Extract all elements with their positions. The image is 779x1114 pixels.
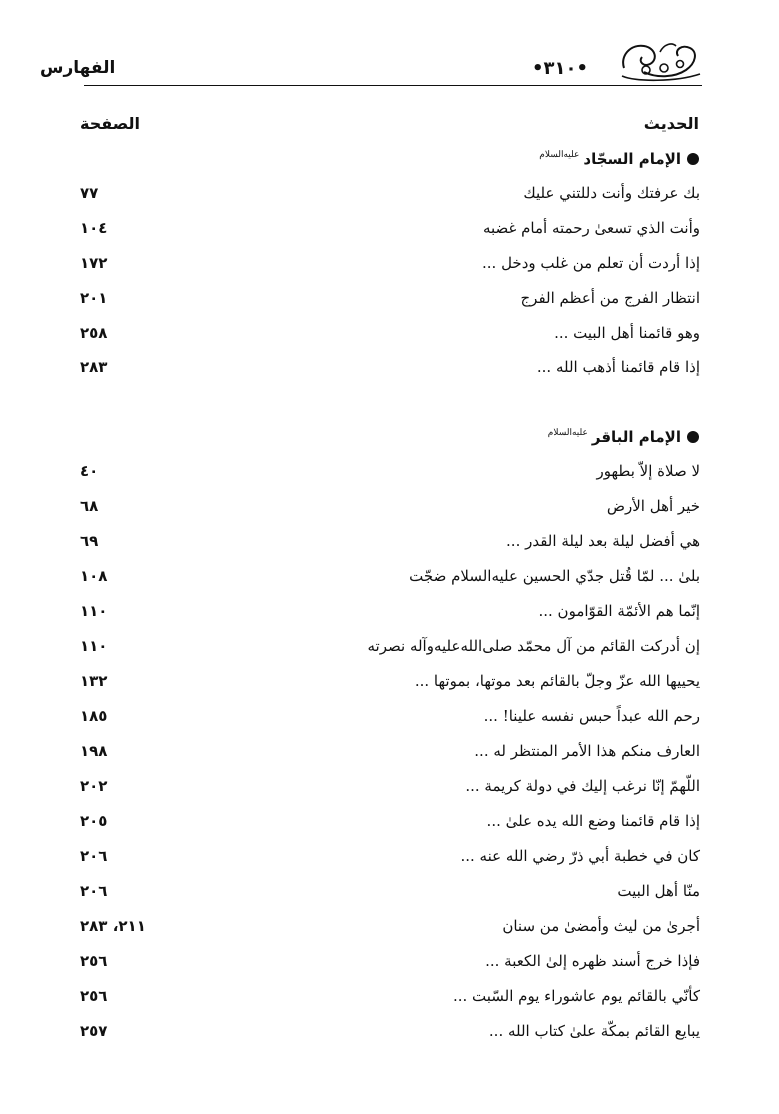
index-entry	[80, 213, 700, 243]
entry-page: ١٠٤	[80, 219, 108, 237]
entry-page: ٢١١، ٢٨٣	[80, 917, 146, 935]
honorific-mark: عليه‌السلام	[547, 428, 588, 438]
index-entry	[80, 248, 700, 278]
entry-text: إذا أردت أن تعلم من غلب ودخل ...	[482, 254, 700, 272]
entry-page: ٢٠٥	[80, 812, 108, 830]
section-heading: الإمام السجّاد$^{عليه‌السلام}$	[539, 144, 699, 174]
entry-page: ١٧٢	[80, 254, 108, 272]
entry-text: انتظار الفرج من أعظم الفرج	[520, 289, 700, 307]
entry-page: ٢٥٨	[80, 324, 108, 342]
index-entry	[80, 806, 700, 836]
column-header-hadith: الحديث	[643, 114, 699, 133]
entry-page: ٤٠	[80, 462, 99, 480]
entry-page: ٦٨	[80, 497, 99, 515]
index-entry	[80, 491, 700, 521]
index-entry	[80, 352, 700, 382]
entry-page: ٧٧	[80, 184, 99, 202]
index-entry	[80, 1016, 700, 1046]
entry-page: ٢٥٦	[80, 987, 108, 1005]
floral-ornament-icon	[616, 38, 704, 84]
entry-page: ٢٠٦	[80, 882, 108, 900]
section-heading: الإمام الباقر$^{عليه‌السلام}$	[548, 422, 699, 452]
entry-page: ٢٠١	[80, 289, 108, 307]
column-header-page: الصفحة	[80, 114, 141, 133]
entry-text: رحم الله عبداً حبس نفسه علينا! ...	[483, 707, 700, 725]
entry-page: ٢٨٣	[80, 358, 108, 376]
entry-page: ١٣٢	[80, 672, 108, 690]
index-entry	[80, 771, 700, 801]
entry-page: ٢٥٦	[80, 952, 108, 970]
entry-text: بلىٰ ... لمّا قُتل جدّي الحسين عليه‌السلام ضجّت	[409, 567, 700, 585]
entry-text: بك عرفتك وأنت دللتني عليك	[523, 184, 700, 202]
bullet-icon	[687, 153, 699, 165]
entry-text: يحييها الله عزّ وجلّ بالقائم بعد موتها، بموتها ...	[414, 672, 700, 690]
entry-text: العارف منكم هذا الأمر المنتظر له ...	[474, 742, 700, 760]
entry-text: يبايع القائم بمكّة علىٰ كتاب الله ...	[488, 1022, 700, 1040]
index-entry	[80, 631, 700, 661]
index-entry	[80, 946, 700, 976]
entry-page: ٦٩	[80, 532, 99, 550]
index-entry	[80, 596, 700, 626]
entry-text: اللّهمّ إنّا نرغب إليك في دولة كريمة ...	[465, 777, 700, 795]
entry-text: وأنت الذي تسعىٰ رحمته أمام غضبه	[482, 219, 700, 237]
entry-text: أجرىٰ من ليث وأمضىٰ من سنان	[502, 917, 700, 935]
entry-text: منّا أهل البيت	[617, 882, 700, 900]
index-entry	[80, 561, 700, 591]
entry-text: لا صلاة إلاّ بطهور	[596, 462, 700, 480]
index-entry	[80, 911, 700, 941]
honorific-mark: عليه‌السلام	[539, 150, 580, 160]
index-entry	[80, 456, 700, 486]
index-entry	[80, 841, 700, 871]
entry-page: ١٨٥	[80, 707, 108, 725]
entry-text: فإذا خرج أسند ظهره إلىٰ الكعبة ...	[485, 952, 700, 970]
entry-text: وهو قائمنا أهل البيت ...	[554, 324, 700, 342]
entry-text: إذا قام قائمنا وضع الله يده علىٰ ...	[486, 812, 700, 830]
index-entry	[80, 526, 700, 556]
bullet-icon	[687, 431, 699, 443]
running-title: الفهارس	[40, 58, 116, 78]
entry-page: ٢٠٢	[80, 777, 108, 795]
index-entry	[80, 318, 700, 348]
index-entry	[80, 178, 700, 208]
entry-text: هي أفضل ليلة بعد ليلة القدر ...	[506, 532, 700, 550]
entry-page: ١١٠	[80, 637, 108, 655]
entry-text: كأنّي بالقائم يوم عاشوراء يوم السّبت ...	[452, 987, 700, 1005]
index-entry	[80, 981, 700, 1011]
page-number: •٣١٠•	[532, 58, 588, 79]
entry-text: إنّما هم الأئمّة القوّامون ...	[538, 602, 700, 620]
entry-page: ١١٠	[80, 602, 108, 620]
entry-text: خير أهل الأرض	[606, 497, 700, 515]
index-entry	[80, 876, 700, 906]
entry-text: إن أدركت القائم من آل محمّد صلى‌الله‌عليه‌وآله نصرته	[367, 637, 700, 655]
entry-text: إذا قام قائمنا أذهب الله ...	[536, 358, 700, 376]
index-entry	[80, 736, 700, 766]
index-entry	[80, 283, 700, 313]
entry-page: ٢٥٧	[80, 1022, 108, 1040]
entry-page: ١٩٨	[80, 742, 108, 760]
entry-page: ١٠٨	[80, 567, 108, 585]
entry-page: ٢٠٦	[80, 847, 108, 865]
entry-text: كان في خطبة أبي ذرّ رضي الله عنه ...	[460, 847, 700, 865]
header-divider	[84, 85, 702, 86]
index-entry	[80, 666, 700, 696]
index-entry	[80, 701, 700, 731]
